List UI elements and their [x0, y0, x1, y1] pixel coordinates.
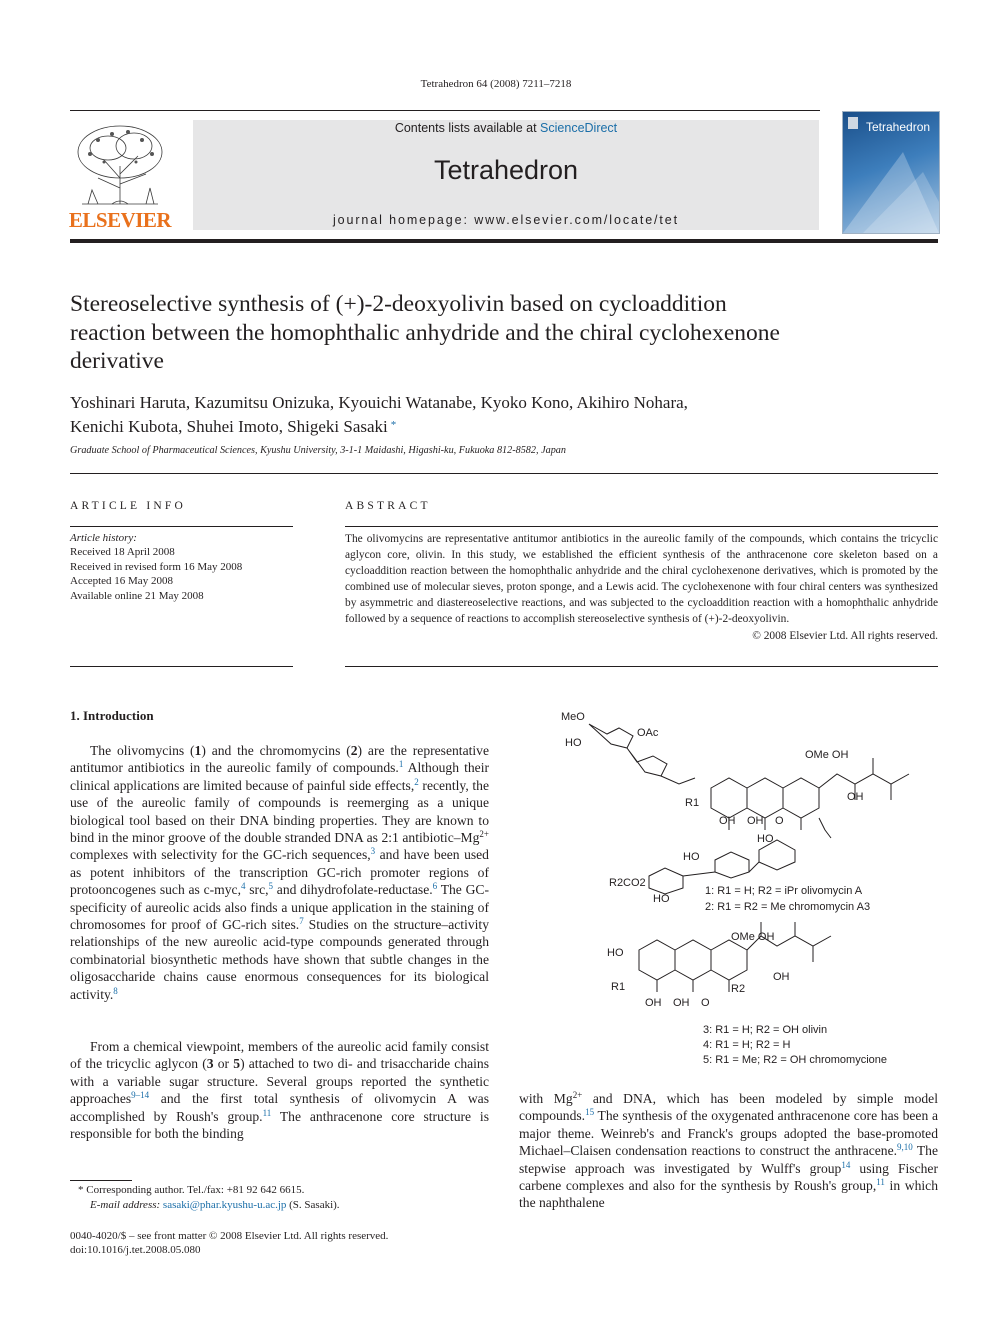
footnote-email-link[interactable]: sasaki@phar.kyushu-u.ac.jp	[162, 1199, 287, 1211]
label-oh-side: OH	[847, 791, 864, 803]
right-column-paragraph: with $Mg^{2+}$ and DNA, which has been modeled by simple model compounds.$^{15}$ The synthesis of the oxygenated anthracenone core has been a major theme. Weinreb's and Franck's groups adopted the base-promoted Michael–Claisen condensation reactions to construct the anthracene.$^{9,10}$ The stepwise approach was investigated by Wulff's group$^{14}$ using Fischer carbene complexes and also for the synthesis by Roush's group,$^{11}$ in which the naphthalene	[519, 1090, 938, 1211]
compound-5-caption: 5: R1 = Me; R2 = OH chromomycione	[703, 1054, 888, 1066]
cover-pattern-icon	[843, 112, 939, 233]
compound-4-caption: 4: R1 = H; R2 = H	[703, 1039, 791, 1051]
label-ho-ring: HO	[757, 833, 774, 845]
footnote-email-label: E-mail address:	[90, 1199, 163, 1211]
journal-name: Tetrahedron	[433, 155, 579, 185]
history-label: Article history:	[70, 532, 137, 544]
journal-reference: Tetrahedron 64 (2008) 7211–7218	[420, 78, 572, 90]
history-received: Received 18 April 2008	[70, 546, 175, 559]
affiliation-rule	[70, 473, 938, 474]
cover-title: Tetrahedron	[866, 120, 931, 134]
label-keto-core: O	[701, 997, 710, 1009]
label-ho-1: HO	[565, 737, 582, 749]
header-rule	[70, 110, 820, 111]
journal-cover-thumbnail	[842, 111, 940, 234]
authors-line-2: Kenichi Kubota, Shuhei Imoto, Shigeki Sasaki	[70, 417, 388, 436]
label-r1-core: R1	[611, 981, 626, 993]
history-revised: Received in revised form 16 May 2008	[70, 560, 243, 573]
label-oh-core: OH	[773, 971, 790, 983]
label-oh-bottom-1: OH	[719, 815, 736, 827]
contents-prefix: Contents lists available at	[394, 121, 541, 135]
affiliation: Graduate School of Pharmaceutical Sciences, Kyushu University, 3-1-1 Maidashi, Higashi-ku, Fukuoka 812-8582, Japan	[70, 445, 566, 456]
label-ome-1: MeO	[561, 711, 585, 723]
label-keto-1: O	[775, 815, 784, 827]
abstract-copyright: © 2008 Elsevier Ltd. All rights reserved.	[752, 629, 938, 642]
label-ho-core: HO	[607, 947, 624, 959]
intro-paragraph-1: The olivomycins (1) and the chromomycins (2) are the representative antitumor antibiotics in the aureolic family of compounds.$^1$ Although their clinical applications are limited because of painful side effects,$^2$ recently, the use of the aureolic family of compounds is reemerging as a unique biological tool based on their DNA binding properties. They are known to bind in the minor groove of the double stranded DNA as 2:1 antibiotic–$Mg^{2+}$ complexes with selectivity for the GC-rich sequences,$^3$ and have been used as potent inhibitors of the transcription GC-rich promoter regions of protooncogenes such as c-myc,$^4$ src,$^5$ and dihydrofolate-reductase.$^6$ The GC-specificity of aureolic acids also finds a unique application in the staining of chromosomes for proof of GC-rich sites.$^7$ Studies on the structure–activity relationships of the new aureolic acid-type compounds generated through combinatorial biosynthetic methods have shown that subtle changes in the oligosaccharide chains cause enormous consequences for its biological activity.$^8$	[70, 743, 490, 1002]
label-oac: OAc	[637, 727, 659, 739]
history-accepted: Accepted 16 May 2008	[70, 575, 173, 588]
abstract-caption: ABSTRACT	[345, 500, 431, 512]
doi-line[interactable]: doi:10.1016/j.tet.2008.05.080	[70, 1244, 201, 1256]
footnote-corresponding	[70, 1183, 490, 1213]
footnote-rule	[70, 1180, 132, 1181]
label-ho-ring-2: HO	[683, 851, 700, 863]
compound-2-caption: 2: R1 = R2 = Me chromomycin A3	[705, 901, 871, 913]
authors-line-1: Yoshinari Haruta, Kazumitsu Onizuka, Kyouichi Watanabe, Kyoko Kono, Akihiro Nohara,	[70, 393, 688, 412]
footnote-email-suffix: (S. Sasaki).	[286, 1199, 340, 1211]
label-ome-oh-top: OMe OH	[805, 749, 849, 761]
abstract-body	[345, 531, 938, 644]
abstract-text: The olivomycins are representative antitumor antibiotics in the aureolic family of the compounds, which contains the tricyclic aglycon core, olivin. In this study, we established the efficient synthesis of the anthracenone core skeleton based on a cycloaddition reaction between the homophthalic anhydride and the chiral cyclohexenone derivatives, which is promoted by the combined use of molecular sieves, proton sponge, and a Lewis acid. The cyclohexenone with four chiral centers was synthesized by asymmetric and diastereoselective reactions, and was subjected to the cycloaddition reaction with a homophthalic anhydride followed by a sequence of reactions to accomplish stereoselective synthesis of (+)-2-deoxyolivin.	[345, 533, 938, 626]
chemical-structure-scheme	[519, 700, 938, 1080]
label-oh-bottom-2: OH	[747, 815, 764, 827]
issn-line: 0040-4020/$ – see front matter © 2008 Elsevier Ltd. All rights reserved.	[70, 1230, 389, 1242]
article-history	[70, 531, 295, 603]
abstract-bottom-rule	[345, 666, 938, 667]
author-list	[70, 392, 870, 438]
corresponding-author-marker[interactable]: *	[390, 419, 397, 431]
compound-1-caption: 1: R1 = H; R2 = iPr olivomycin A	[705, 885, 863, 897]
publisher-logo-text: ELSEVIER	[68, 208, 172, 232]
abstract-rule	[345, 526, 938, 527]
article-info-bottom-rule	[70, 666, 293, 667]
article-title: Stereoselective synthesis of (+)-2-deoxyolivin based on cycloaddition reaction between the homophthalic anhydride and the chiral cyclohexenone derivative	[70, 291, 780, 374]
contents-line	[193, 121, 819, 135]
front-matter	[70, 1229, 388, 1257]
label-ome-oh-core: OMe OH	[731, 931, 775, 943]
label-oh-core-2: OH	[673, 997, 690, 1009]
article-info-rule	[70, 526, 293, 527]
compound-3-caption: 3: R1 = H; R2 = OH olivin	[703, 1024, 828, 1036]
header-thick-rule	[70, 239, 938, 243]
article-info-caption: ARTICLE INFO	[70, 500, 186, 512]
history-online: Available online 21 May 2008	[70, 589, 204, 602]
label-oh-core-1: OH	[645, 997, 662, 1009]
sciencedirect-link[interactable]: ScienceDirect	[540, 121, 618, 135]
journal-homepage[interactable]: journal homepage: www.elsevier.com/locate/tet	[332, 213, 680, 227]
label-ho-bottom: HO	[653, 893, 670, 905]
intro-paragraph-2: From a chemical viewpoint, members of the aureolic acid family consist of the tricyclic aglycon (3 or 5) attached to two di- and trisaccharide chains with a variable sugar structure. Several groups reported the synthetic approaches$^{9-14}$ and the first total synthesis of olivomycin A was accomplished by Roush's group.$^{11}$ The anthracenone core structure is responsible for both the binding	[70, 1039, 490, 1142]
label-r2-core: R2	[731, 983, 746, 995]
section-heading-introduction: 1. Introduction	[70, 708, 154, 723]
label-r1-top: R1	[685, 797, 700, 809]
label-r2co2: R2CO2	[609, 877, 646, 889]
footnote-corresponding-text: * Corresponding author. Tel./fax: +81 92 642 6615.	[78, 1184, 305, 1196]
